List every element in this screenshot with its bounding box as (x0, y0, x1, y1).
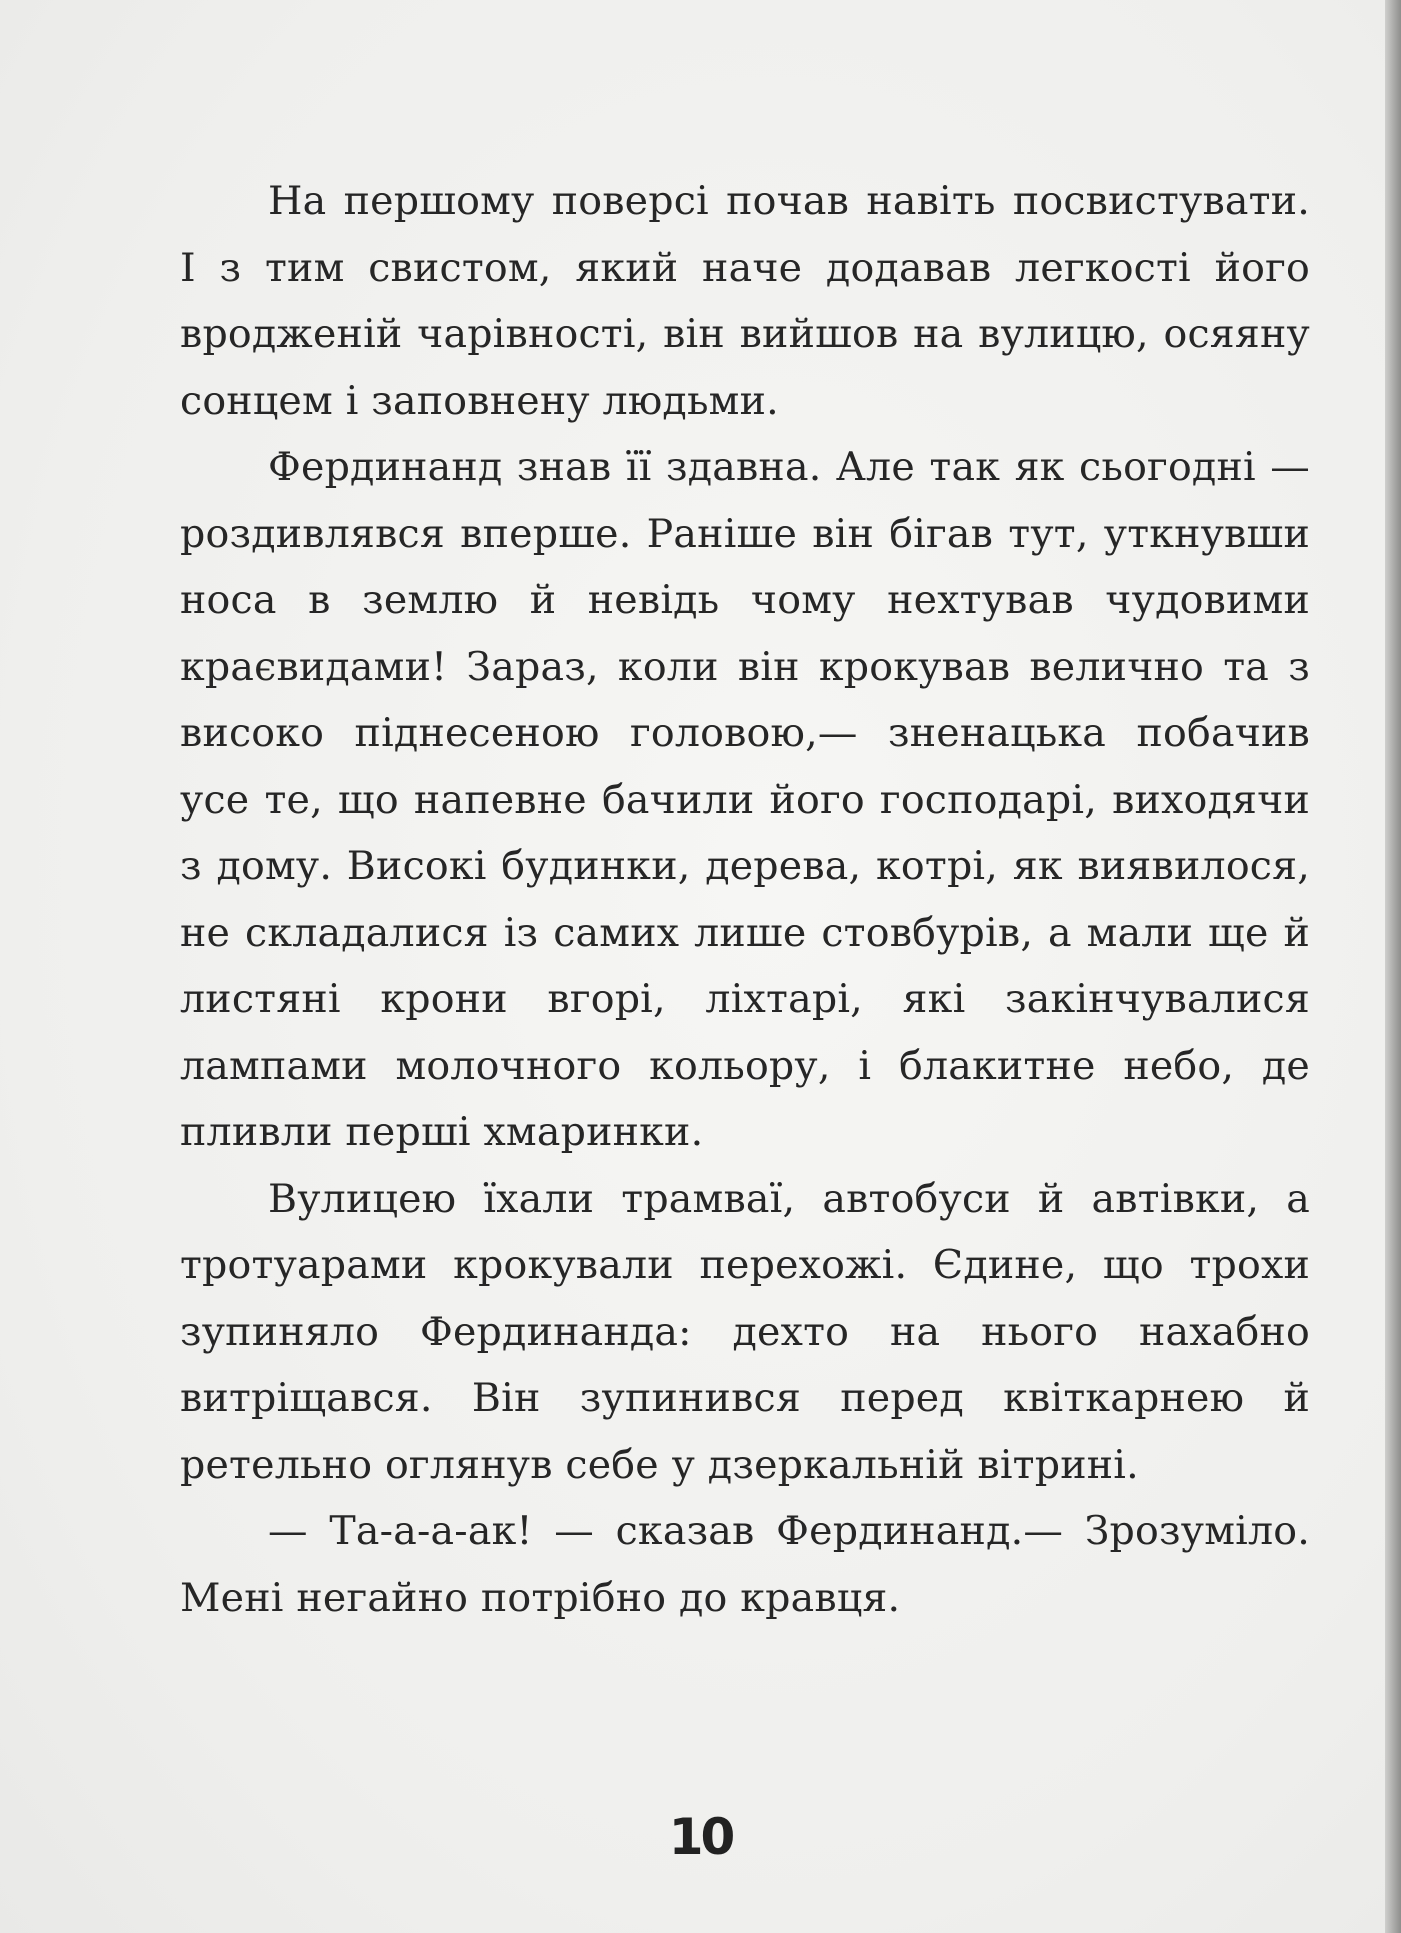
page-edge-shadow (1385, 0, 1401, 1933)
paragraph-4: — Та-а-а-ак! — сказав Фердинанд.— Зрозуміло. Мені негайно потрібно до кравця. (180, 1508, 1310, 1621)
paragraph-3: Вулицею їхали трамваї, автобуси й автівки, а тротуарами крокували перехожі. Єдине, що трохи зупиняло Фердинанда: дехто на нього нахабно витріщався. Він зупинився перед квіткарнею й ретельно оглянув себе у дзеркальній вітрині. (180, 1175, 1310, 1488)
paragraph-1: На першому поверсі почав навіть посвистувати. І з тим свистом, який наче додавав легкості його вродженій чарівності, він вийшов на вулицю, осяяну сонцем і заповнену людьми. (180, 178, 1310, 424)
page-number: 10 (668, 1808, 733, 1866)
paragraph-2: Фердинанд знав її здавна. Але так як сьогодні — роздивлявся вперше. Раніше він бігав тут, уткнувши носа в землю й невідь чому нехтував чудовими краєвидами! Зараз, коли він крокував велично та з високо піднесеною головою,— зненацька побачив усе те, що напевне бачили його господарі, виходячи з дому. Високі будинки, дерева, котрі, як виявилося, не складалися із самих лише стовбурів, а мали ще й листяні крони вгорі, ліхтарі, які закінчувалися лампами молочного кольору, і блакитне небо, де пливли перші хмаринки. (180, 444, 1310, 1155)
body-text (180, 168, 1310, 1631)
